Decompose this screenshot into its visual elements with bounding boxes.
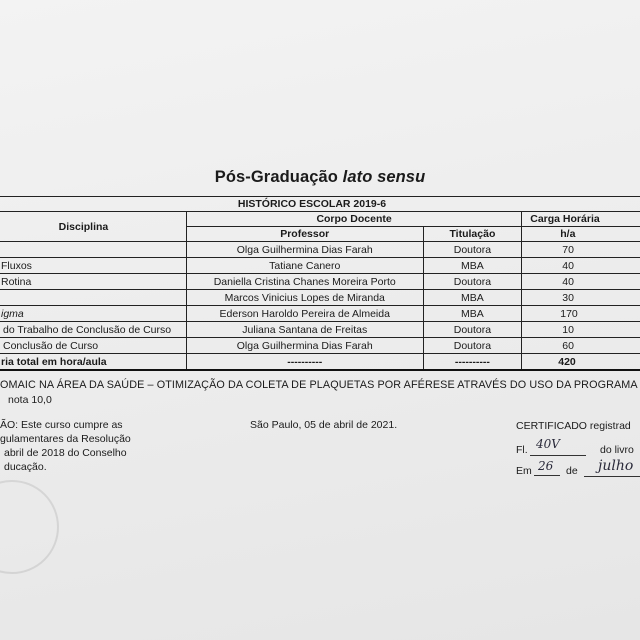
certificado-label: CERTIFICADO registrad (516, 420, 631, 432)
historico-table (0, 196, 640, 371)
col-professor: Professor (186, 227, 423, 242)
total-label: ria total em hora/aula (0, 354, 186, 371)
cell-ha: 170 (522, 306, 640, 322)
cell-ha: 70 (522, 242, 640, 258)
cell-disciplina: do Trabalho de Conclusão de Curso (0, 322, 186, 338)
livro-label: do livro (600, 444, 634, 456)
table-row (0, 290, 640, 306)
em-day-underline (534, 475, 560, 476)
col-ha: h/a (522, 227, 640, 242)
note-line-2: gulamentares da Resolução (0, 433, 131, 445)
cell-titulacao: Doutora (423, 274, 522, 290)
cell-professor: Daniella Cristina Chanes Moreira Porto (186, 274, 423, 290)
fl-underline (530, 455, 586, 456)
cell-disciplina: Conclusão de Curso (0, 338, 186, 354)
title-italic: lato sensu (342, 168, 426, 186)
table-row (0, 322, 640, 338)
seal-stamp (0, 480, 59, 574)
cell-disciplina: Fluxos (0, 258, 186, 274)
cell-ha: 40 (522, 274, 640, 290)
fl-value: 40V (536, 437, 560, 451)
de-label: de (566, 465, 578, 477)
tcc-title: OMAIC NA ÁREA DA SAÚDE – OTIMIZAÇÃO DA COLETA DE PLAQUETAS POR AFÉRESE ATRAVÉS DO USO DA PROGRAMA (0, 379, 638, 391)
cell-professor: Tatiane Canero (186, 258, 423, 274)
cell-titulacao: Doutora (423, 242, 522, 258)
cell-titulacao: MBA (423, 290, 522, 306)
cell-disciplina: Rotina (0, 274, 186, 290)
note-line-3: abril de 2018 do Conselho (4, 447, 127, 459)
tcc-grade: nota 10,0 (8, 394, 52, 406)
cell-titulacao: MBA (423, 306, 522, 322)
table-row (0, 338, 640, 354)
col-carga: Carga Horária (522, 212, 640, 227)
col-titulacao: Titulação (423, 227, 522, 242)
cell-ha: 60 (522, 338, 640, 354)
cell-titulacao: MBA (423, 258, 522, 274)
col-corpo-docente: Corpo Docente (186, 212, 521, 227)
em-label: Em (516, 465, 532, 477)
cell-professor: Marcos Vinicius Lopes de Miranda (186, 290, 423, 306)
table-heading: HISTÓRICO ESCOLAR 2019-6 (0, 197, 640, 212)
table-row (0, 258, 640, 274)
cell-titulacao: Doutora (423, 338, 522, 354)
cell-ha: 30 (522, 290, 640, 306)
total-dash-professor: ---------- (186, 354, 423, 371)
fl-label: Fl. (516, 444, 528, 456)
cell-ha: 40 (522, 258, 640, 274)
cell-professor: Ederson Haroldo Pereira de Almeida (186, 306, 423, 322)
cell-professor: Olga Guilhermina Dias Farah (186, 338, 423, 354)
total-value: 420 (522, 354, 640, 371)
cell-ha: 10 (522, 322, 640, 338)
cell-professor: Juliana Santana de Freitas (186, 322, 423, 338)
em-month: julho (598, 458, 634, 474)
cell-disciplina: igma (0, 306, 186, 322)
table-row (0, 242, 640, 258)
table-row (0, 306, 640, 322)
cell-disciplina (0, 242, 186, 258)
col-disciplina: Disciplina (0, 212, 186, 242)
cell-titulacao: Doutora (423, 322, 522, 338)
place-date: São Paulo, 05 de abril de 2021. (250, 419, 398, 431)
title-main: Pós-Graduação (214, 168, 343, 186)
em-day: 26 (538, 459, 554, 473)
note-line-4: ducação. (4, 461, 47, 473)
total-dash-titulacao: ---------- (423, 354, 522, 371)
em-month-underline (584, 476, 640, 477)
table-row (0, 274, 640, 290)
cell-professor: Olga Guilhermina Dias Farah (186, 242, 423, 258)
table-total-row (0, 354, 640, 371)
page-title (0, 168, 640, 187)
note-line-1: ÃO: Este curso cumpre as (0, 419, 123, 431)
cell-disciplina (0, 290, 186, 306)
